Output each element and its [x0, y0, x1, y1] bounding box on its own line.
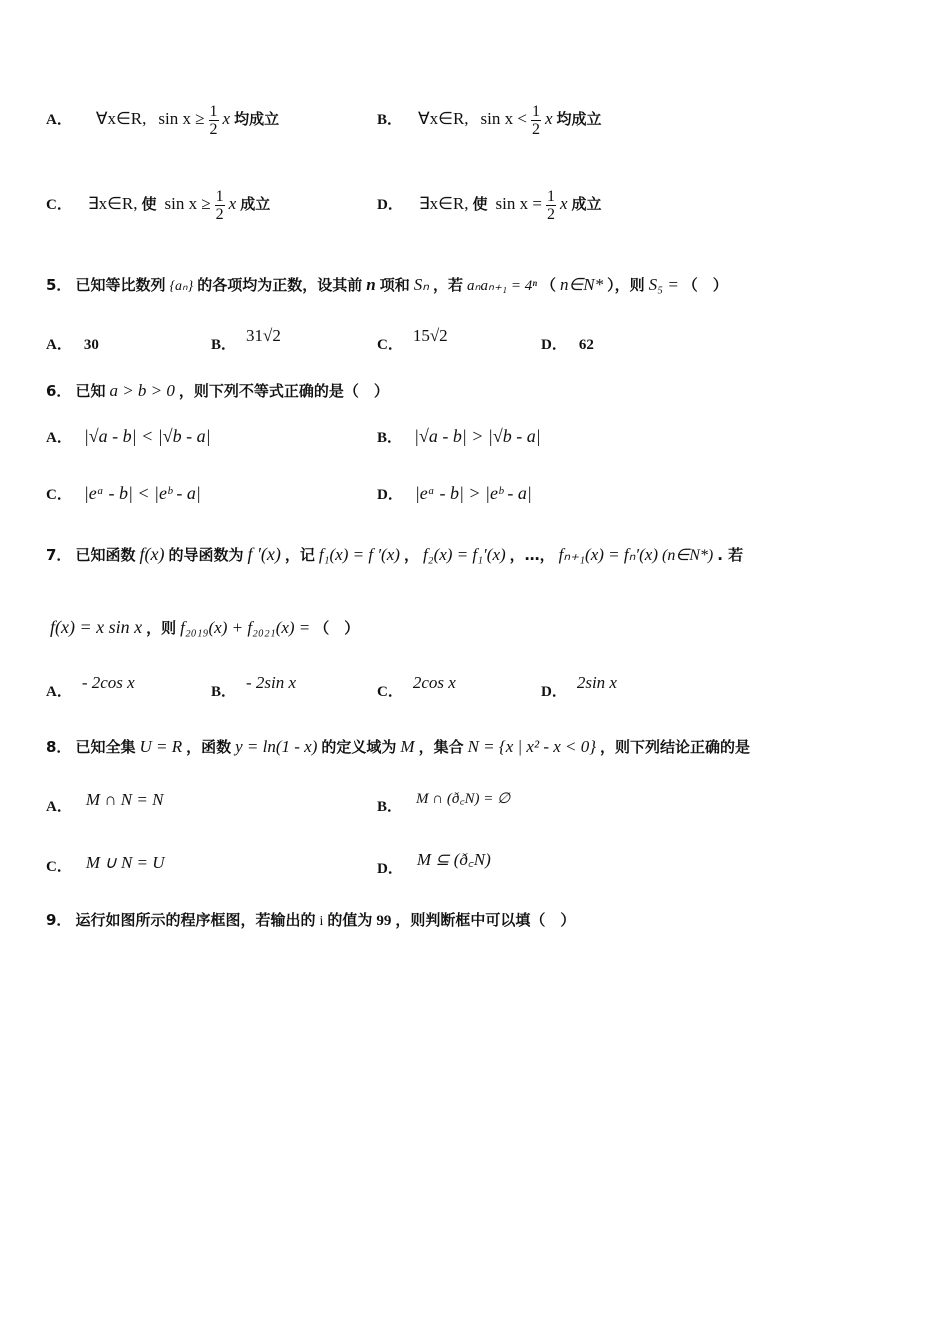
- math-expr: Sₙ: [413, 275, 430, 294]
- q8-option-d[interactable]: [377, 850, 491, 878]
- question-number: 5．: [46, 276, 72, 294]
- math-expr: sin x ≥: [158, 109, 205, 129]
- q6-option-d[interactable]: [377, 483, 532, 504]
- q7-option-d[interactable]: [541, 673, 617, 701]
- math-expr: f₂(x) = f₁′(x): [422, 545, 506, 564]
- math-expr: f ′(x): [247, 544, 281, 564]
- option-label: D．: [377, 861, 403, 877]
- question-text: 的定义域为: [321, 738, 397, 756]
- option-value: 31√2: [246, 326, 281, 345]
- math-expr: S₅ =: [648, 275, 679, 294]
- math-expr: y = ln(1 - x): [235, 737, 318, 756]
- option-label: B．: [377, 799, 403, 815]
- math-expr: x: [228, 194, 237, 214]
- option-value: |√a - b| > |√b - a|: [414, 426, 541, 446]
- math-expr: a > b > 0: [109, 381, 175, 400]
- q5-option-c[interactable]: [377, 326, 448, 354]
- option-label: A．: [46, 112, 72, 129]
- q6-option-c[interactable]: [46, 483, 201, 504]
- question-7-stem-line2: [50, 617, 359, 638]
- math-expr: x: [222, 109, 231, 129]
- question-text: ，记: [284, 546, 315, 564]
- fraction: $\frac{1}{2}$: [209, 103, 218, 138]
- option-label: B．: [211, 684, 237, 700]
- math-expr: f₁(x) = f ′(x): [318, 545, 400, 564]
- math-expr: x: [544, 109, 553, 129]
- option-label: C．: [377, 684, 403, 700]
- question-text: ），则: [607, 276, 645, 294]
- question-6-stem: [46, 380, 389, 401]
- math-expr: i: [319, 914, 324, 929]
- question-text: ，…，: [509, 546, 555, 564]
- fraction: $\frac{1}{2}$: [531, 103, 540, 138]
- option-label: B．: [377, 112, 403, 129]
- math-expr: fₙ₊₁(x) = fₙ′(x): [558, 545, 658, 564]
- option-label: A．: [46, 684, 72, 700]
- math-expr: (n∈N*): [661, 547, 714, 564]
- question-text: 项和: [379, 276, 410, 294]
- question-text: . 若: [717, 546, 744, 564]
- q5-option-a[interactable]: [46, 333, 99, 354]
- q4-option-a[interactable]: [46, 103, 279, 138]
- math-expr: sin x =: [495, 194, 542, 214]
- math-expr: ∀x∈R,: [95, 109, 147, 129]
- math-expr: U = R: [139, 737, 183, 756]
- math-expr: x: [559, 194, 568, 214]
- math-expr: 99: [376, 913, 392, 929]
- question-text: 已知函数: [75, 546, 136, 564]
- q8-option-c[interactable]: [46, 855, 165, 876]
- math-expr: N = {x | x² - x < 0}: [467, 737, 597, 756]
- q4-option-d[interactable]: [377, 188, 602, 223]
- option-label: A．: [46, 337, 72, 353]
- question-text: （: [540, 276, 556, 294]
- question-text: ，集合: [418, 738, 464, 756]
- option-label: C．: [46, 197, 72, 214]
- option-text: 使: [141, 195, 157, 214]
- option-value: M ∩ N = N: [85, 790, 164, 809]
- option-value: 2sin x: [576, 673, 617, 692]
- question-text: 已知全集: [75, 738, 136, 756]
- q4-option-b[interactable]: [377, 103, 602, 138]
- math-expr: M: [400, 737, 415, 756]
- math-expr: n: [366, 275, 376, 294]
- q7-option-b[interactable]: [211, 673, 297, 701]
- option-label: C．: [46, 859, 72, 875]
- option-label: D．: [541, 684, 567, 700]
- question-text: （ ）: [682, 276, 728, 294]
- option-value: 30: [83, 337, 99, 353]
- question-text: 运行如图所示的程序框图，若输出的: [75, 911, 316, 929]
- math-expr: ∃x∈R,: [87, 194, 138, 214]
- option-label: B．: [377, 430, 403, 446]
- q4-option-c[interactable]: [46, 188, 270, 223]
- option-label: D．: [541, 337, 567, 353]
- question-text: 已知等比数列: [75, 276, 166, 294]
- math-expr: f₂₀₁₉(x) + f₂₀₂₁(x) =: [180, 618, 311, 637]
- option-text: 均成立: [234, 110, 280, 129]
- q8-option-a[interactable]: [46, 790, 164, 816]
- q8-option-b[interactable]: [377, 791, 511, 816]
- option-label: A．: [46, 799, 72, 815]
- question-text: ，则判断框中可以填（ ）: [395, 911, 576, 929]
- question-9-stem: [46, 909, 575, 930]
- fraction: $\frac{1}{2}$: [215, 188, 224, 223]
- question-8-stem: [46, 736, 750, 757]
- q7-option-c[interactable]: [377, 673, 456, 701]
- option-label: B．: [211, 337, 237, 353]
- q7-option-a[interactable]: [46, 673, 135, 701]
- option-value: M ∪ N = U: [85, 853, 165, 872]
- math-expr: sin x <: [480, 109, 527, 129]
- option-label: D．: [377, 487, 403, 503]
- math-expr: ∃x∈R,: [418, 194, 469, 214]
- option-value: 2cos x: [412, 673, 456, 692]
- math-expr: {aₙ}: [169, 279, 194, 294]
- question-text: ，函数: [186, 738, 232, 756]
- option-label: D．: [377, 197, 403, 214]
- option-value: M ⊆ (ð꜀N): [416, 850, 491, 869]
- math-expr: n∈N*: [559, 275, 604, 294]
- question-text: 已知: [75, 382, 106, 400]
- option-text: 均成立: [556, 110, 602, 129]
- question-number: 9．: [46, 911, 72, 929]
- math-expr: ∀x∈R,: [418, 109, 469, 129]
- q5-option-b[interactable]: [211, 326, 281, 354]
- option-text: 成立: [571, 195, 602, 214]
- option-value: |eᵃ - b| > |eᵇ - a|: [414, 483, 532, 503]
- option-value: - 2sin x: [246, 673, 297, 692]
- option-label: C．: [46, 487, 72, 503]
- question-text: 的值为: [327, 911, 373, 929]
- question-text: ，: [403, 546, 419, 564]
- option-value: 62: [578, 337, 594, 353]
- q6-option-a[interactable]: [46, 426, 211, 447]
- math-expr: aₙaₙ₊₁ = 4ⁿ: [467, 278, 537, 294]
- question-text: 的各项均为正数，设其前: [197, 276, 363, 294]
- option-value: M ∩ (ð꜀N) = ∅: [416, 791, 511, 807]
- question-text: ，则下列结论正确的是: [600, 738, 751, 756]
- question-text: ，则下列不等式正确的是（ ）: [178, 382, 389, 400]
- fraction: $\frac{1}{2}$: [546, 188, 555, 223]
- option-text: 使: [472, 195, 488, 214]
- q5-option-d[interactable]: [541, 333, 594, 354]
- option-label: A．: [46, 430, 72, 446]
- question-number: 6．: [46, 382, 72, 400]
- option-value: |eᵃ - b| < |eᵇ - a|: [83, 483, 201, 503]
- question-text: 的导函数为: [168, 546, 244, 564]
- math-expr: f(x): [139, 544, 165, 564]
- question-text: ，则: [146, 619, 177, 637]
- option-value: - 2cos x: [81, 673, 135, 692]
- option-text: 成立: [240, 195, 271, 214]
- question-text: （ ）: [314, 619, 360, 637]
- question-number: 7．: [46, 546, 72, 564]
- question-5-stem: [46, 274, 728, 295]
- option-label: C．: [377, 337, 403, 353]
- option-value: |√a - b| < |√b - a|: [83, 426, 211, 446]
- math-expr: sin x ≥: [164, 194, 211, 214]
- question-text: ，若: [433, 276, 464, 294]
- question-number: 8．: [46, 738, 72, 756]
- q6-option-b[interactable]: [377, 426, 541, 447]
- math-expr: f(x) = x sin x: [50, 617, 143, 637]
- question-7-stem-line1: [46, 544, 743, 565]
- option-value: 15√2: [412, 326, 448, 345]
